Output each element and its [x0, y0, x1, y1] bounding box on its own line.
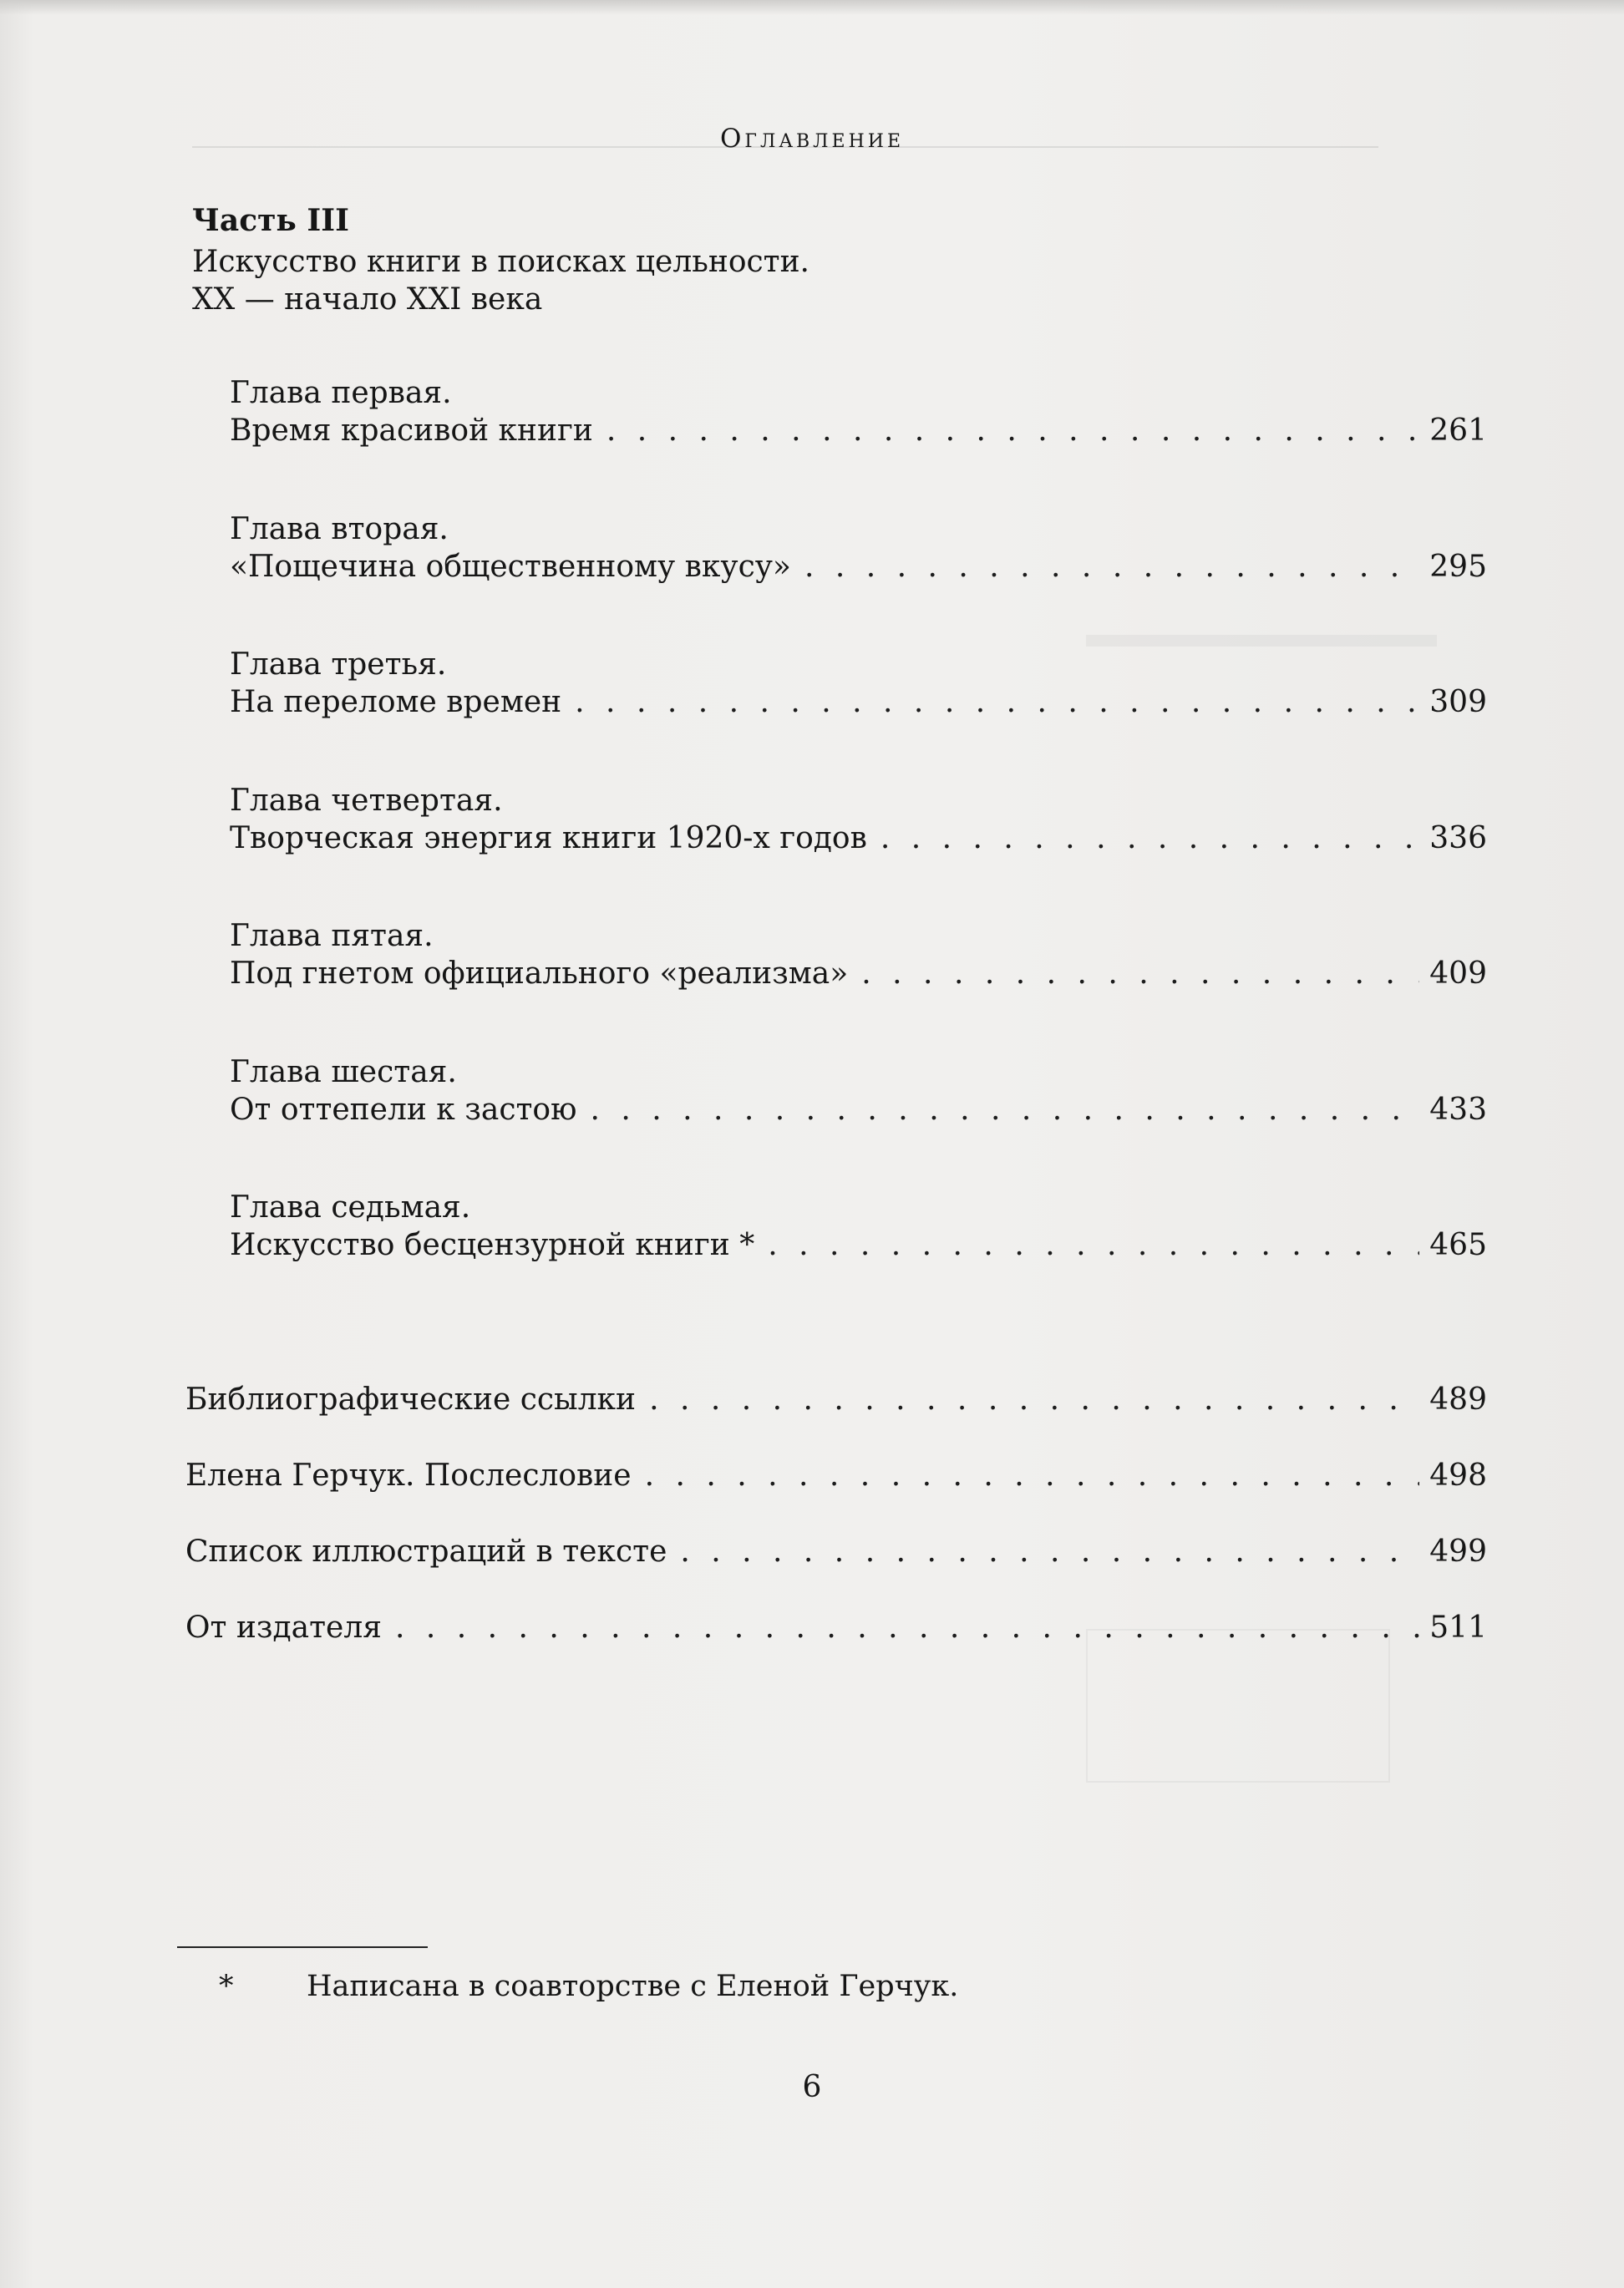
leader-dots [804, 550, 1419, 584]
toc-entry-publisher[interactable] [185, 1611, 1487, 1645]
toc-entry-chapter-4[interactable] [230, 784, 1487, 855]
footnote-rule [177, 1946, 428, 1948]
show-through-box [1086, 1629, 1390, 1783]
chapter-title: «Пощечина общественному вкусу» [230, 550, 791, 584]
page-number: 295 [1429, 550, 1487, 584]
leader-dots [575, 685, 1419, 719]
leader-dots [590, 1093, 1419, 1127]
page-number-folio: 6 [802, 2070, 822, 2104]
part-title-line2: XX — начало XXI века [192, 282, 543, 317]
chapter-title: Под гнетом официального «реализма» [230, 956, 849, 991]
page-number: 511 [1429, 1611, 1487, 1645]
toc-entry-chapter-1[interactable] [230, 376, 1487, 448]
page-number: 261 [1429, 413, 1487, 448]
page-number: 498 [1429, 1459, 1487, 1493]
leader-dots [606, 413, 1419, 448]
chapter-label: Глава первая. [230, 376, 452, 410]
chapter-label: Глава седьмая. [230, 1190, 471, 1225]
page-number: 489 [1429, 1382, 1487, 1417]
leader-dots [645, 1459, 1420, 1493]
page-number: 499 [1429, 1535, 1487, 1569]
page-number: 336 [1429, 821, 1487, 855]
chapter-title: Искусство бесцензурной книги * [230, 1228, 755, 1262]
toc-entry-chapter-6[interactable] [230, 1055, 1487, 1127]
chapter-label: Глава четвертая. [230, 784, 503, 818]
page-edge-shadow [0, 0, 1624, 15]
toc-heading: Оглавление [719, 124, 905, 154]
chapter-label: Глава третья. [230, 647, 447, 682]
entry-title: От издателя [185, 1611, 382, 1645]
page-number: 409 [1429, 956, 1487, 991]
leader-dots [680, 1535, 1419, 1569]
chapter-label: Глава пятая. [230, 919, 434, 953]
leader-dots [768, 1228, 1419, 1262]
page-number: 433 [1429, 1093, 1487, 1127]
leader-dots [861, 956, 1419, 991]
toc-entry-afterword[interactable] [185, 1459, 1487, 1493]
entry-title: Список иллюстраций в тексте [185, 1535, 667, 1569]
toc-entry-bibliography[interactable] [185, 1382, 1487, 1417]
chapter-label: Глава шестая. [230, 1055, 457, 1089]
chapter-title: Время красивой книги [230, 413, 593, 448]
chapter-title: От оттепели к застою [230, 1093, 577, 1127]
footnote-mark: * [219, 1970, 234, 2003]
show-through-mark [1086, 635, 1437, 647]
chapter-title: На переломе времен [230, 685, 562, 719]
chapter-title: Творческая энергия книги 1920-х годов [230, 821, 867, 855]
toc-entry-chapter-3[interactable] [230, 647, 1487, 719]
toc-entry-chapter-2[interactable] [230, 512, 1487, 584]
entry-title: Библиографические ссылки [185, 1382, 637, 1417]
page-number: 465 [1429, 1228, 1487, 1262]
leader-dots [649, 1382, 1419, 1417]
page-number: 309 [1429, 685, 1487, 719]
entry-title: Елена Герчук. Послесловие [185, 1459, 632, 1493]
part-title-line1: Искусство книги в поисках цельности. [192, 245, 810, 279]
toc-entry-chapter-5[interactable] [230, 919, 1487, 991]
chapter-label: Глава вторая. [230, 512, 449, 546]
footnote [219, 1970, 958, 2003]
footnote-text: Написана в соавторстве с Еленой Герчук. [307, 1970, 959, 2003]
leader-dots [395, 1611, 1419, 1645]
leader-dots [881, 821, 1419, 855]
part-label: Часть III [192, 203, 349, 238]
toc-entry-illustrations[interactable] [185, 1535, 1487, 1569]
toc-entry-chapter-7[interactable] [230, 1190, 1487, 1262]
